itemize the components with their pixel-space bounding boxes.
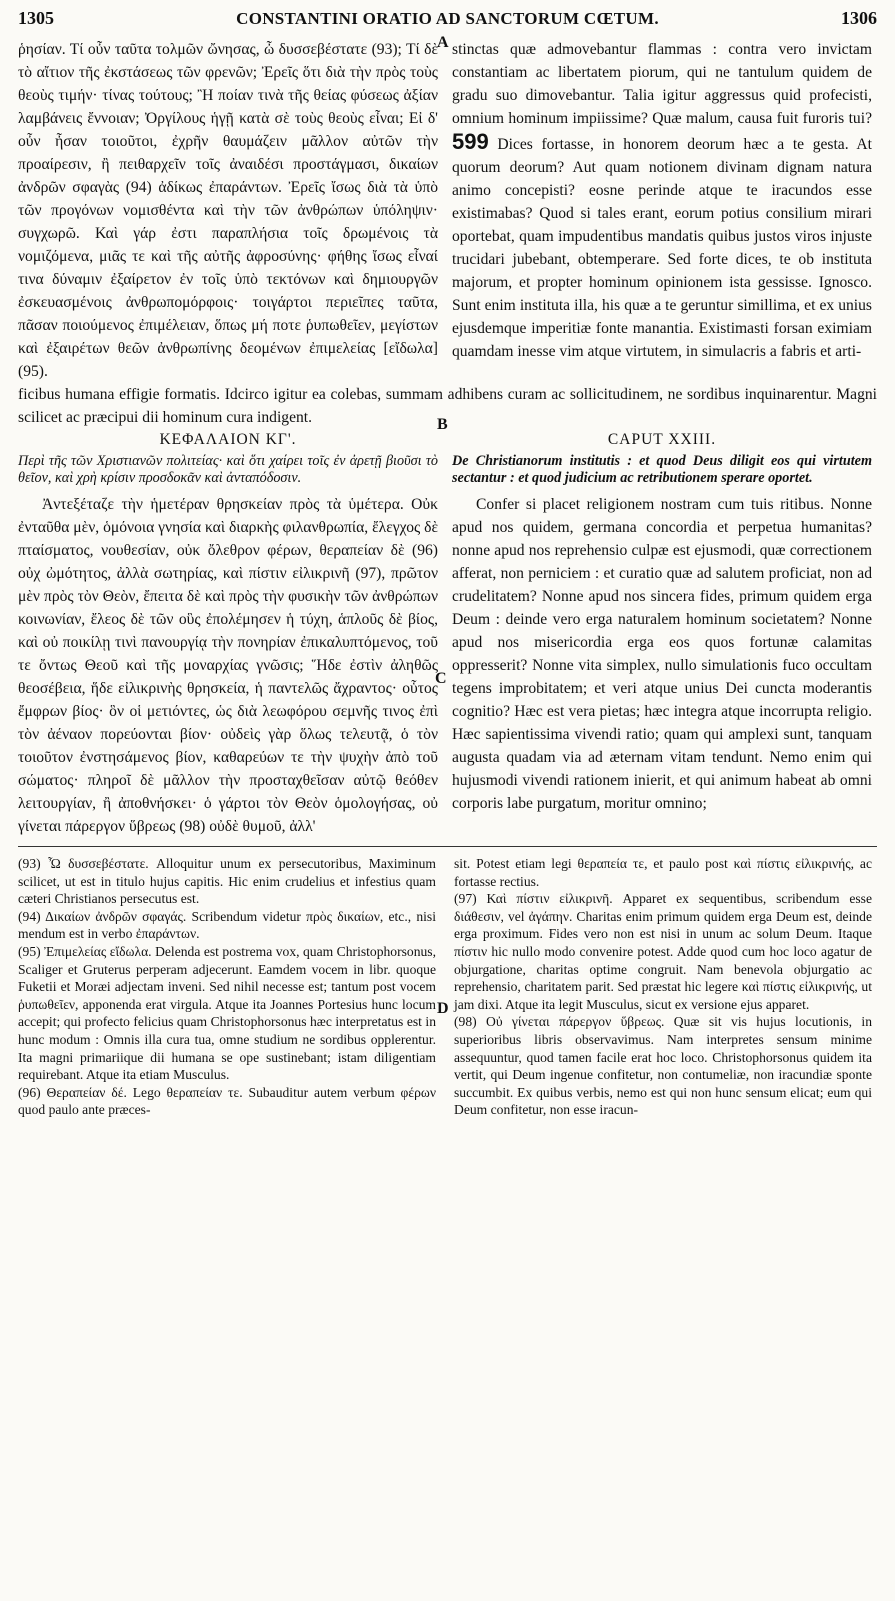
footnote-rule — [18, 846, 877, 847]
latin-chapter-summary: De Christianorum institutis : et quod Deus diligit eos qui virtutem sectantur : et quod judicium ac retributionem sperare oportet. — [452, 453, 872, 486]
page-number-left: 1305 — [18, 8, 54, 28]
footnote: sit. Potest etiam legi θεραπεία τε, et paulo post καὶ πίστις εἰλικρινής, ac fortasse rectius. — [454, 856, 872, 889]
greek-column-top — [18, 38, 438, 383]
margin-letter-c: C — [435, 670, 447, 687]
footnote: (97) Καὶ πίστιν εἰλικρινῆ. Apparet ex sequentibus, scribendum esse διάθεσιν, vel ἀγάπην. Charitas enim primum quidem erga Deum est, deinde erga proximum. Fides vero non est nisi in unum ac solum Deum. Itaque πίστιν hic nullo modo convenire potest. Adde quod cum hoc loco agatur de objurgatione, charitas optime congruit. Nam benevola objurgatio ac reprehensio, charitatem parit. Sed præstat hic legere καὶ πίστις εἰλικρινής, ut jam dixi. Atque ita legit Musculus, sicut ex versione ejus apparet. — [454, 891, 872, 1012]
footnote: (96) Θεραπείαν δέ. Lego θεραπείαν τε. Subauditur autem verbum φέρων quod paulo ante præces- — [18, 1084, 436, 1118]
running-title: CONSTANTINI ORATIO AD SANCTORUM CŒTUM. — [236, 9, 659, 28]
footnote: (94) Δικαίων ἀνδρῶν σφαγάς. Scribendum videtur πρὸς δικαίων, etc., nisi mendum est in verbo ἐπαράντων. — [18, 908, 436, 942]
footnote: (98) Οὐ γίνεται πάρεργον ὕβρεως. Quæ sit vis hujus locutionis, in superioribus libris observavimus. Nam interpretes sensum minime assequuntur, quod tamen facile erat hoc loco. Christophorsonus quidem ita vertit, qui Deum ingenue confitetur, non contumeliæ, non iracundiæ sponte succumbit. Ex quibus verbis, nemo est qui non hunc sensum elicat; eum qui Deum confitetur, non esse iracun- — [454, 1014, 872, 1118]
latin-text-a: stinctas quæ admovebantur flammas : contra vero invictam constantiam ac libertatem piorum, qui ne tantulum quidem de gradu suo dimovebantur. Talia igitur aggressus quid profecisti, omnium hominum impiissime? Quæ malum, causa fuit furoris tui? — [452, 41, 872, 127]
column-number: 599 — [452, 129, 489, 154]
greek-chapter-summary: Περὶ τῆς τῶν Χριστιανῶν πολιτείας· καὶ ὅτι χαίρει τοῖς ἐν ἀρετῇ βιοῦσι τὸ θεῖον, καὶ χρὴ κρίσιν προσδοκᾶν καὶ ἀνταπόδοσιν. — [18, 453, 438, 486]
latin-paragraph — [452, 38, 872, 363]
full-width-line: ficibus humana effigie formatis. Idcirco igitur ea colebas, summam adhibens curam ac sollicitudinem, ne sordibus inquinarentur. Magni scilicet ac præcipui dii hominum cura indigent. — [18, 386, 877, 426]
latin-chapter-column — [452, 429, 872, 838]
footnote: (93) Ὦ δυσσεβέστατε. Alloquitur unum ex persecutoribus, Maximinum scilicet, ut est in titulo hujus capitis. Hic enim crudelius et infestius quam cæteri Christianos persecutus est. — [18, 856, 436, 907]
margin-letter-a: A — [437, 34, 449, 51]
footnote: (95) Ἐπιμελείας εἴδωλα. Delenda est postrema vox, quam Christophorsonus, Scaliger et Gruterus perperam adjecerunt. Eamdem vocem in libr. quoque Fuketii et Moræi adjectam inveni. Sed nihil necesse est; tantum post vocem ῥυπωθεῖεν, apponenda erat virgula. Atque ita Joannes Portesius hunc locum accepit; qui profecto felicius quam Christophorsonus hæc interpretatus est in hunc modum : Omnis illa cura tua, omne studium ne sordibus opplerentur. Ita magni primariique dii humana se ope sustinebant; istam diligentiam requirebant. Atque ita etiam Musculus. — [18, 943, 436, 1083]
footnotes-left-column — [18, 855, 436, 1119]
greek-chapter-column — [18, 429, 438, 838]
top-section — [18, 38, 877, 383]
footnotes — [18, 855, 877, 1119]
latin-chapter-text: Confer si placet religionem nostram cum tuis ritibus. Nonne apud nos quidem, germana concordia et perpetua humanitas? nonne apud nos reprehensio culpæ est ejusmodi, quæ correctionem afferat, non perniciem : et curatio quæ ad salutem proficiat, non ad crudelitatem? Nonne apud nos sincera fides, primum quidem erga Deum : deinde vero erga naturalem hominum societatem? Nonne apud nos misericordia erga eos quos fortunæ calamitas oppresserit? Nonne vita simplex, nullo simulationis fuco occultam tegens improbitatem; et veri atque unius Dei cuncta moderantis cognitio? Hæc est vera pietas; hæc integra atque incorrupta religio. Hæc sapientissima vivendi ratio; quam qui amplexi sunt, tanquam augusta quadam via ad æternam vitam tendunt. Nemo enim qui hujusmodi vivendi rationem inierit, et qui animum habeat ab omni corporis labe purgatum, moritur omnino; — [452, 496, 872, 812]
margin-letter-d: D — [437, 1000, 449, 1017]
greek-paragraph: ῥησίαν. Τί οὖν ταῦτα τολμῶν ὤνησας, ὦ δυσσεβέστατε (93); Τί δὲ τὸ αἴτιον τῆς ἐκστάσεως τῶν φρενῶν; Ἐρεῖς ὅτι διὰ τὴν πρὸς τοὺς θεοὺς τιμήν· τίνας τούτους; Ἢ ποίαν τινὰ τῆς θείας φύσεως ἀξίαν λαμβάνεις ἔννοιαν; Ὀργίλους ἡγῇ κατὰ σὲ τοὺς θεοὺς εἶναι; Εἰ δ' οὖν ἦσαν τοιοῦτοι, ἐχρῆν θαυμάζειν μᾶλλον αὐτῶν τὴν προαίρεσιν, ἢ πειθαρχεῖν τοῖς ἀναιδέσι προστάγμασι, δικαίων ἀνδρῶν σφαγὰς (94) ἀδίκως ἐπαράντων. Ἐρεῖς ἴσως διὰ τὰ ὑπὸ τῶν προγόνων νομισθέντα καὶ τὴν τῶν ἀνθρώπων ὑπόληψιν· συγχωρῶ. Καὶ γάρ ἐστι παραπλήσια τοῖς δρωμένοις τὰ νομιζόμενα, μιᾶς τε καὶ τῆς αὐτῆς ἀφροσύνης· φήθης ἴσως εἶναί τινα δύναμιν ἐξαίρετον ἐν τοῖς ὑπὸ τεκτόνων καὶ δημιουργῶν ἐσκευασμένοις ἀνθρωπομόρφοις· τοιγάρτοι περιεῖπες ταῦτα, πᾶσαν ποιούμενος ἐπιμέλειαν, ὅπως μή ποτε ῥυπωθεῖεν, μεγίστων καὶ ἐξαιρέτων θεῶν ἀνθρωπίνης δεομένων ἐπιμελείας [εἴδωλα] (95). — [18, 41, 438, 380]
margin-letter-b: B — [437, 416, 448, 433]
greek-chapter-heading: ΚΕΦΑΛΑΙΟΝ ΚΓ'. — [159, 431, 297, 448]
latin-chapter-heading: CAPUT XXIII. — [607, 431, 717, 448]
running-header — [18, 8, 877, 34]
footnotes-right-column — [454, 855, 872, 1119]
greek-chapter-text: Ἀντεξέταζε τὴν ἡμετέραν θρησκείαν πρὸς τὰ ὑμέτερα. Οὐκ ἐνταῦθα μὲν, ὁμόνοια γνησία καὶ διαρκὴς φιλανθρωπία, ἔλεγχος δὲ πταίσματος, νουθεσίαν, οὐκ ὄλεθρον φέρων, θεραπείαν δὲ (96) οὐχ ὠμότητος, ἀλλὰ σωτηρίας, καὶ πίστιν εἰλικρινῆ (97), πρῶτον μὲν πρὸς τὸν Θεὸν, ἔπειτα δὲ καὶ πρὸς τὴν φυσικὴν τῶν ἀνθρώπων κοινωνίαν, ἔλεος δὲ τῶν οὓς ἐπολέμησεν ἡ τύχη, ἁπλοῦς δὲ βίος, καὶ οὐ ποικίλῃ τινὶ πανουργίᾳ τὴν πονηρίαν ἐπικαλυπτόμενος, τοῦ τε ὄντως Θεοῦ καὶ τῆς μοναρχίας γνῶσις; Ἥδε ἐστὶν ἀληθῶς θεοσέβεια, ἥδε εἰλικρινὴς θρησκεία, ἡ παντελῶς ἄχραντος· οὗτος ἔμφρων βίος· ὃν οἱ μετιόντες, ὡς διὰ λεωφόρου σεμνῆς τινος ἐπὶ τὸν ἀέναον πορεύονται βίον· οὐδεὶς γὰρ ὅλως τελευτᾷ, ὁ τὸν τοιοῦτον ἐνστησάμενος βίον, καθαρεύων τε τὴν ψυχὴν ἀπὸ τοῦ σώματος· πληροῖ δὲ μᾶλλον τὴν προσταχθεῖσαν αὐτῷ θεόθεν λειτουργίαν, ἢ ἀποθνήσκει· ὁ γάρτοι τὸν Θεὸν ὁμολογήσας, οὐ γίνεται πάρεργον ὕβρεως (98) οὐδὲ θυμοῦ, ἀλλ' — [18, 496, 438, 835]
page-number-right: 1306 — [841, 8, 877, 28]
chapter-section — [18, 429, 877, 838]
latin-text-b: Dices fortasse, in honorem deorum hæc a te gesta. At quorum deorum? Aut quam notionem divinam dignam natura animo concepisti? eosne perinde atque te iracundos esse existimabas? Quod si tales erant, eorum potius consilium mirari oportebat, quam impudentibus mandatis quibus justos viros injuste trucidari jubebant, obtemperare. Sed forte dices, te ob instituta majorum, et propter hominum opinionem ista gessisse. Ignosco. Sunt enim instituta illa, his quæ a te geruntur simillima, et ex unius ejusdemque imperitiæ fonte manantia. Existimasti forsan eximiam quamdam inesse vim atque virtutem, in simulacris a fabris et arti- — [452, 136, 872, 360]
latin-column-top — [452, 38, 872, 383]
